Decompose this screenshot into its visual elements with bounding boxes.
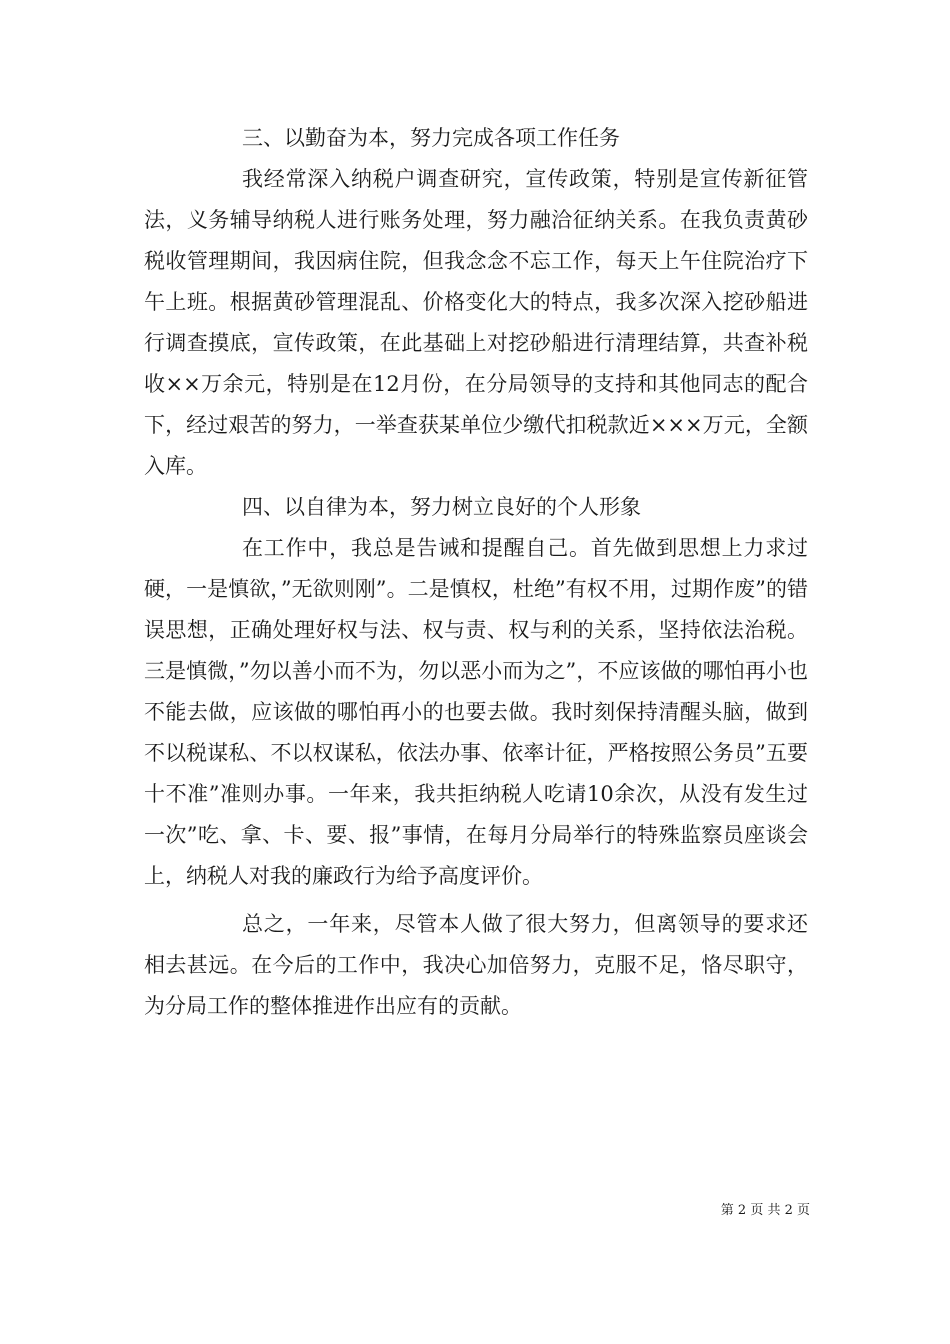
document-body (144, 118, 808, 1027)
section-paragraph-3: 我经常深入纳税户调查研究，宣传政策，特别是宣传新征管法，义务辅导纳税人进行账务处理，努力融洽征纳关系。在我负责黄砂税收管理期间，我因病住院，但我念念不忘工作，每天上午住院治疗下午上班。根据黄砂管理混乱、价格变化大的特点，我多次深入挖砂船进行调查摸底，宣传政策，在此基础上对挖砂船进行清理结算，共查补税收××万余元，特别是在12月份，在分局领导的支持和其他同志的配合下，经过艰苦的努力，一举查获某单位少缴代扣税款近×××万元，全额入库。 (144, 167, 808, 478)
section-heading-3: 三、以勤奋为本，努力完成各项工作任务 (242, 126, 620, 150)
page-number: 第 2 页 共 2 页 (720, 1203, 810, 1218)
section-paragraph-4: 在工作中，我总是告诫和提醒自己。首先做到思想上力求过硬，一是慎欲，”无欲则刚”。二是慎权，杜绝”有权不用，过期作废”的错误思想，正确处理好权与法、权与责、权与利的关系，坚持依法治税。三是慎微，”勿以善小而不为，勿以恶小而为之”，不应该做的哪怕再小也不能去做，应该做的哪怕再小的也要去做。我时刻保持清醒头脑，做到不以税谋私、不以权谋私，依法办事、依率计征，严格按照公务员”五要十不准”准则办事。一年来，我共拒纳税人吃请10余次，从没有发生过一次”吃、拿、卡、要、报”事情，在每月分局举行的特殊监察员座谈会上，纳税人对我的廉政行为给予高度评价。 (144, 536, 808, 888)
conclusion-paragraph: 总之，一年来，尽管本人做了很大努力，但离领导的要求还相去甚远。在今后的工作中，我决心加倍努力，克服不足，恪尽职守，为分局工作的整体推进作出应有的贡献。 (144, 912, 808, 1018)
section-heading-4: 四、以自律为本，努力树立良好的个人形象 (242, 495, 641, 519)
